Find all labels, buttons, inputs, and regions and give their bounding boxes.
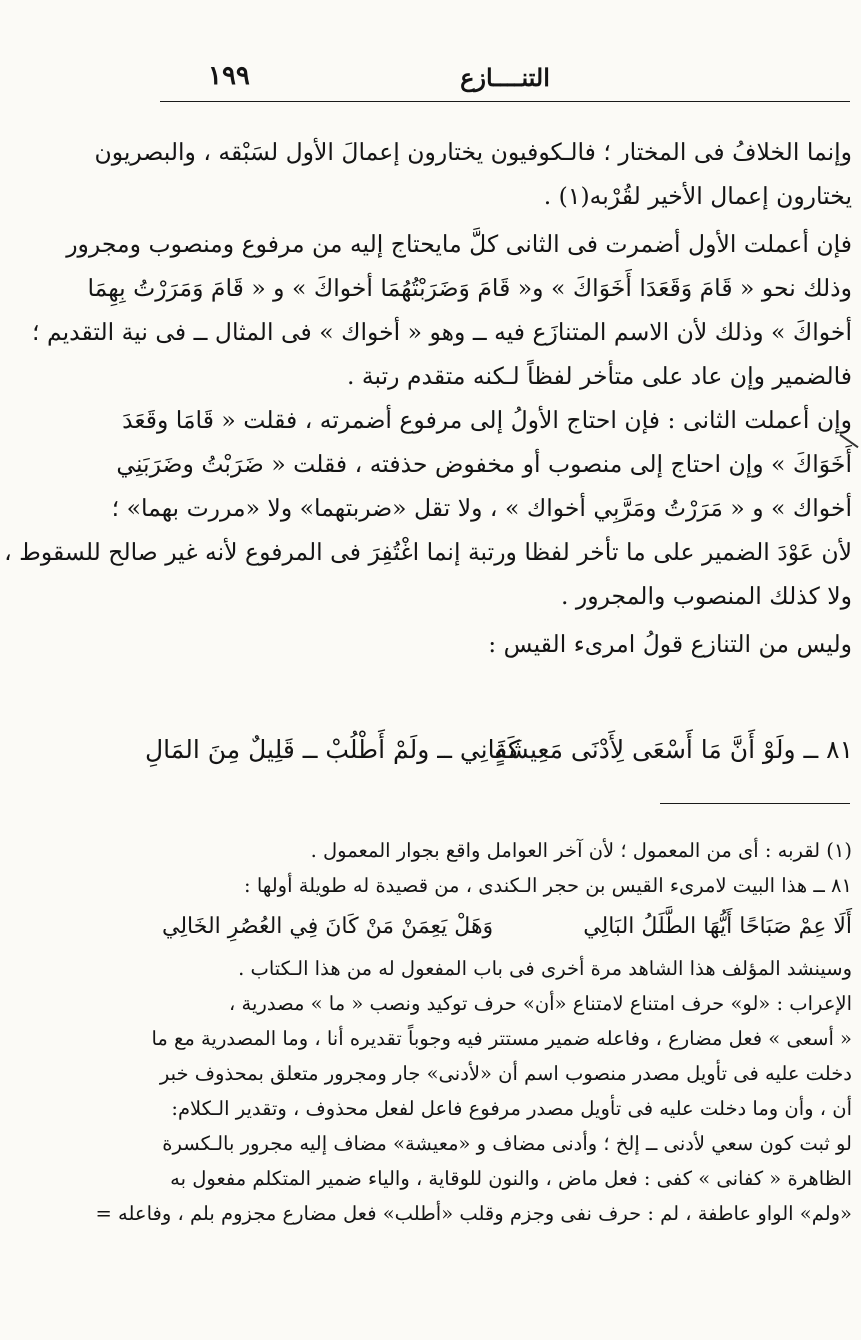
page-number: ١٩٩	[208, 61, 250, 91]
footnote-line: الظاهرة « كفانى » كفى : فعل ماض ، والنون للوقاية ، والياء ضمير المتكلم مفعول به	[170, 1167, 852, 1190]
text-line: فإن أعملت الأول أضمرت فى الثانى كلَّ مايحتاج إليه من مرفوع ومنصوب ومجرور	[66, 230, 852, 258]
footnote-line: أن ، وأن وما دخلت عليه فى تأويل مصدر مرفوع فاعل لفعل محذوف ، وتقدير الـكلام:	[171, 1097, 852, 1120]
footnote-line: وسينشد المؤلف هذا الشاهد مرة أخرى فى باب المفعول له من هذا الـكتاب .	[238, 957, 852, 980]
footnote-line: « أسعى » فعل مضارع ، وفاعله ضمير مستتر فيه وجوباً تقديره أنا ، وما المصدرية مع ما	[151, 1027, 852, 1050]
footnote-line: لو ثبت كون سعي لأدنى ــ إلخ ؛ وأدنى مضاف و «معيشة» مضاف إليه مجرور بالـكسرة	[162, 1132, 852, 1155]
footnotes	[95, 833, 852, 1231]
text-line: ولا كذلك المنصوب والمجرور .	[560, 582, 852, 610]
footnote-separator	[660, 803, 850, 804]
verse-first-hemistich: ٨١ ــ ولَوْ أَنَّ مَا أَسْعَى لِأَدْنَى مَعِيشَةٍ	[494, 735, 853, 764]
footnote-line: الإعراب : «لو» حرف امتناع لامتناع «أن» حرف توكيد ونصب « ما » مصدرية ،	[229, 992, 852, 1015]
text-line: وذلك نحو « قَامَ وَقَعَدَا أَخَوَاكَ » و« قَامَ وَضَرَبْتُهُمَا أخواكَ » و « قَامَ وَمَرَرْتُ بِهِمَا	[87, 274, 852, 302]
text-line: لأن عَوْدَ الضمير على ما تأخر لفظا ورتبة إنما اغْتُفِرَ فى المرفوع لأنه غير صالح للسقوط ،	[4, 538, 852, 566]
footnote-line: (١) لقربه : أى من المعمول ؛ لأن آخر العوامل واقع بجوار المعمول .	[310, 839, 852, 862]
running-title: التنــــازع	[460, 63, 550, 92]
text-line: أَخَوَاكَ » وإن احتاج إلى منصوب أو مخفوض حذفته ، فقلت « ضَرَبْتُ وضَرَبَنِي	[116, 450, 852, 478]
footnote-line: ٨١ ــ هذا البيت لامرىء القيس بن حجر الـكندى ، من قصيدة له طويلة أولها :	[244, 874, 852, 897]
footnote-verse-first-hemistich: أَلَا عِمْ صَبَاحًا أَيُّهَا الطَّلَلُ البَالِي	[583, 914, 852, 939]
footnote-line: «ولم» الواو عاطفة ، لم : حرف نفى وجزم وقلب «أطلب» فعل مضارع مجزوم بلم ، وفاعله =	[95, 1202, 852, 1225]
text-line: وإنما الخلافُ فى المختار ؛ فالـكوفيون يختارون إعمالَ الأول لسَبْقه ، والبصريون	[94, 138, 852, 166]
text-line: أخواك » و « مَرَرْتُ ومَرَّبِي أخواك » ، ولا تقل «ضربتهما» ولا «مررت بهما» ؛	[111, 494, 852, 522]
text-line: أخواكَ » وذلك لأن الاسم المتنازَع فيه ــ وهو « أخواك » فى المثال ــ فى نية التقديم ؛	[32, 318, 852, 346]
footnote-verse	[152, 903, 852, 951]
running-header	[160, 55, 850, 102]
text-line: يختارون إعمال الأخير لقُرْبه(١) .	[543, 182, 852, 210]
text-line: وإن أعملت الثانى : فإن احتاج الأولُ إلى مرفوع أضمرته ، فقلت « قَامَا وقَعَدَ	[122, 406, 852, 434]
verse-second-hemistich: كَفَانِي ــ ولَمْ أَطْلُبْ ــ قَلِيلٌ مِنَ المَالِ	[145, 735, 520, 764]
text-line: فالضمير وإن عاد على متأخر لفظاً لـكنه متقدم رتبة .	[346, 362, 852, 390]
main-text	[4, 130, 852, 666]
poetry-verse	[145, 728, 853, 772]
footnote-verse-second-hemistich: وَهَلْ يَعِمَنْ مَنْ كَانَ فِي العُصُرِ الخَالِي	[162, 914, 494, 939]
text-line: وليس من التنازع قولُ امرىء القيس :	[488, 630, 852, 658]
footnote-line: دخلت عليه فى تأويل مصدر منصوب اسم أن «لأدنى» جار ومجرور متعلق بمحذوف خبر	[159, 1062, 852, 1085]
